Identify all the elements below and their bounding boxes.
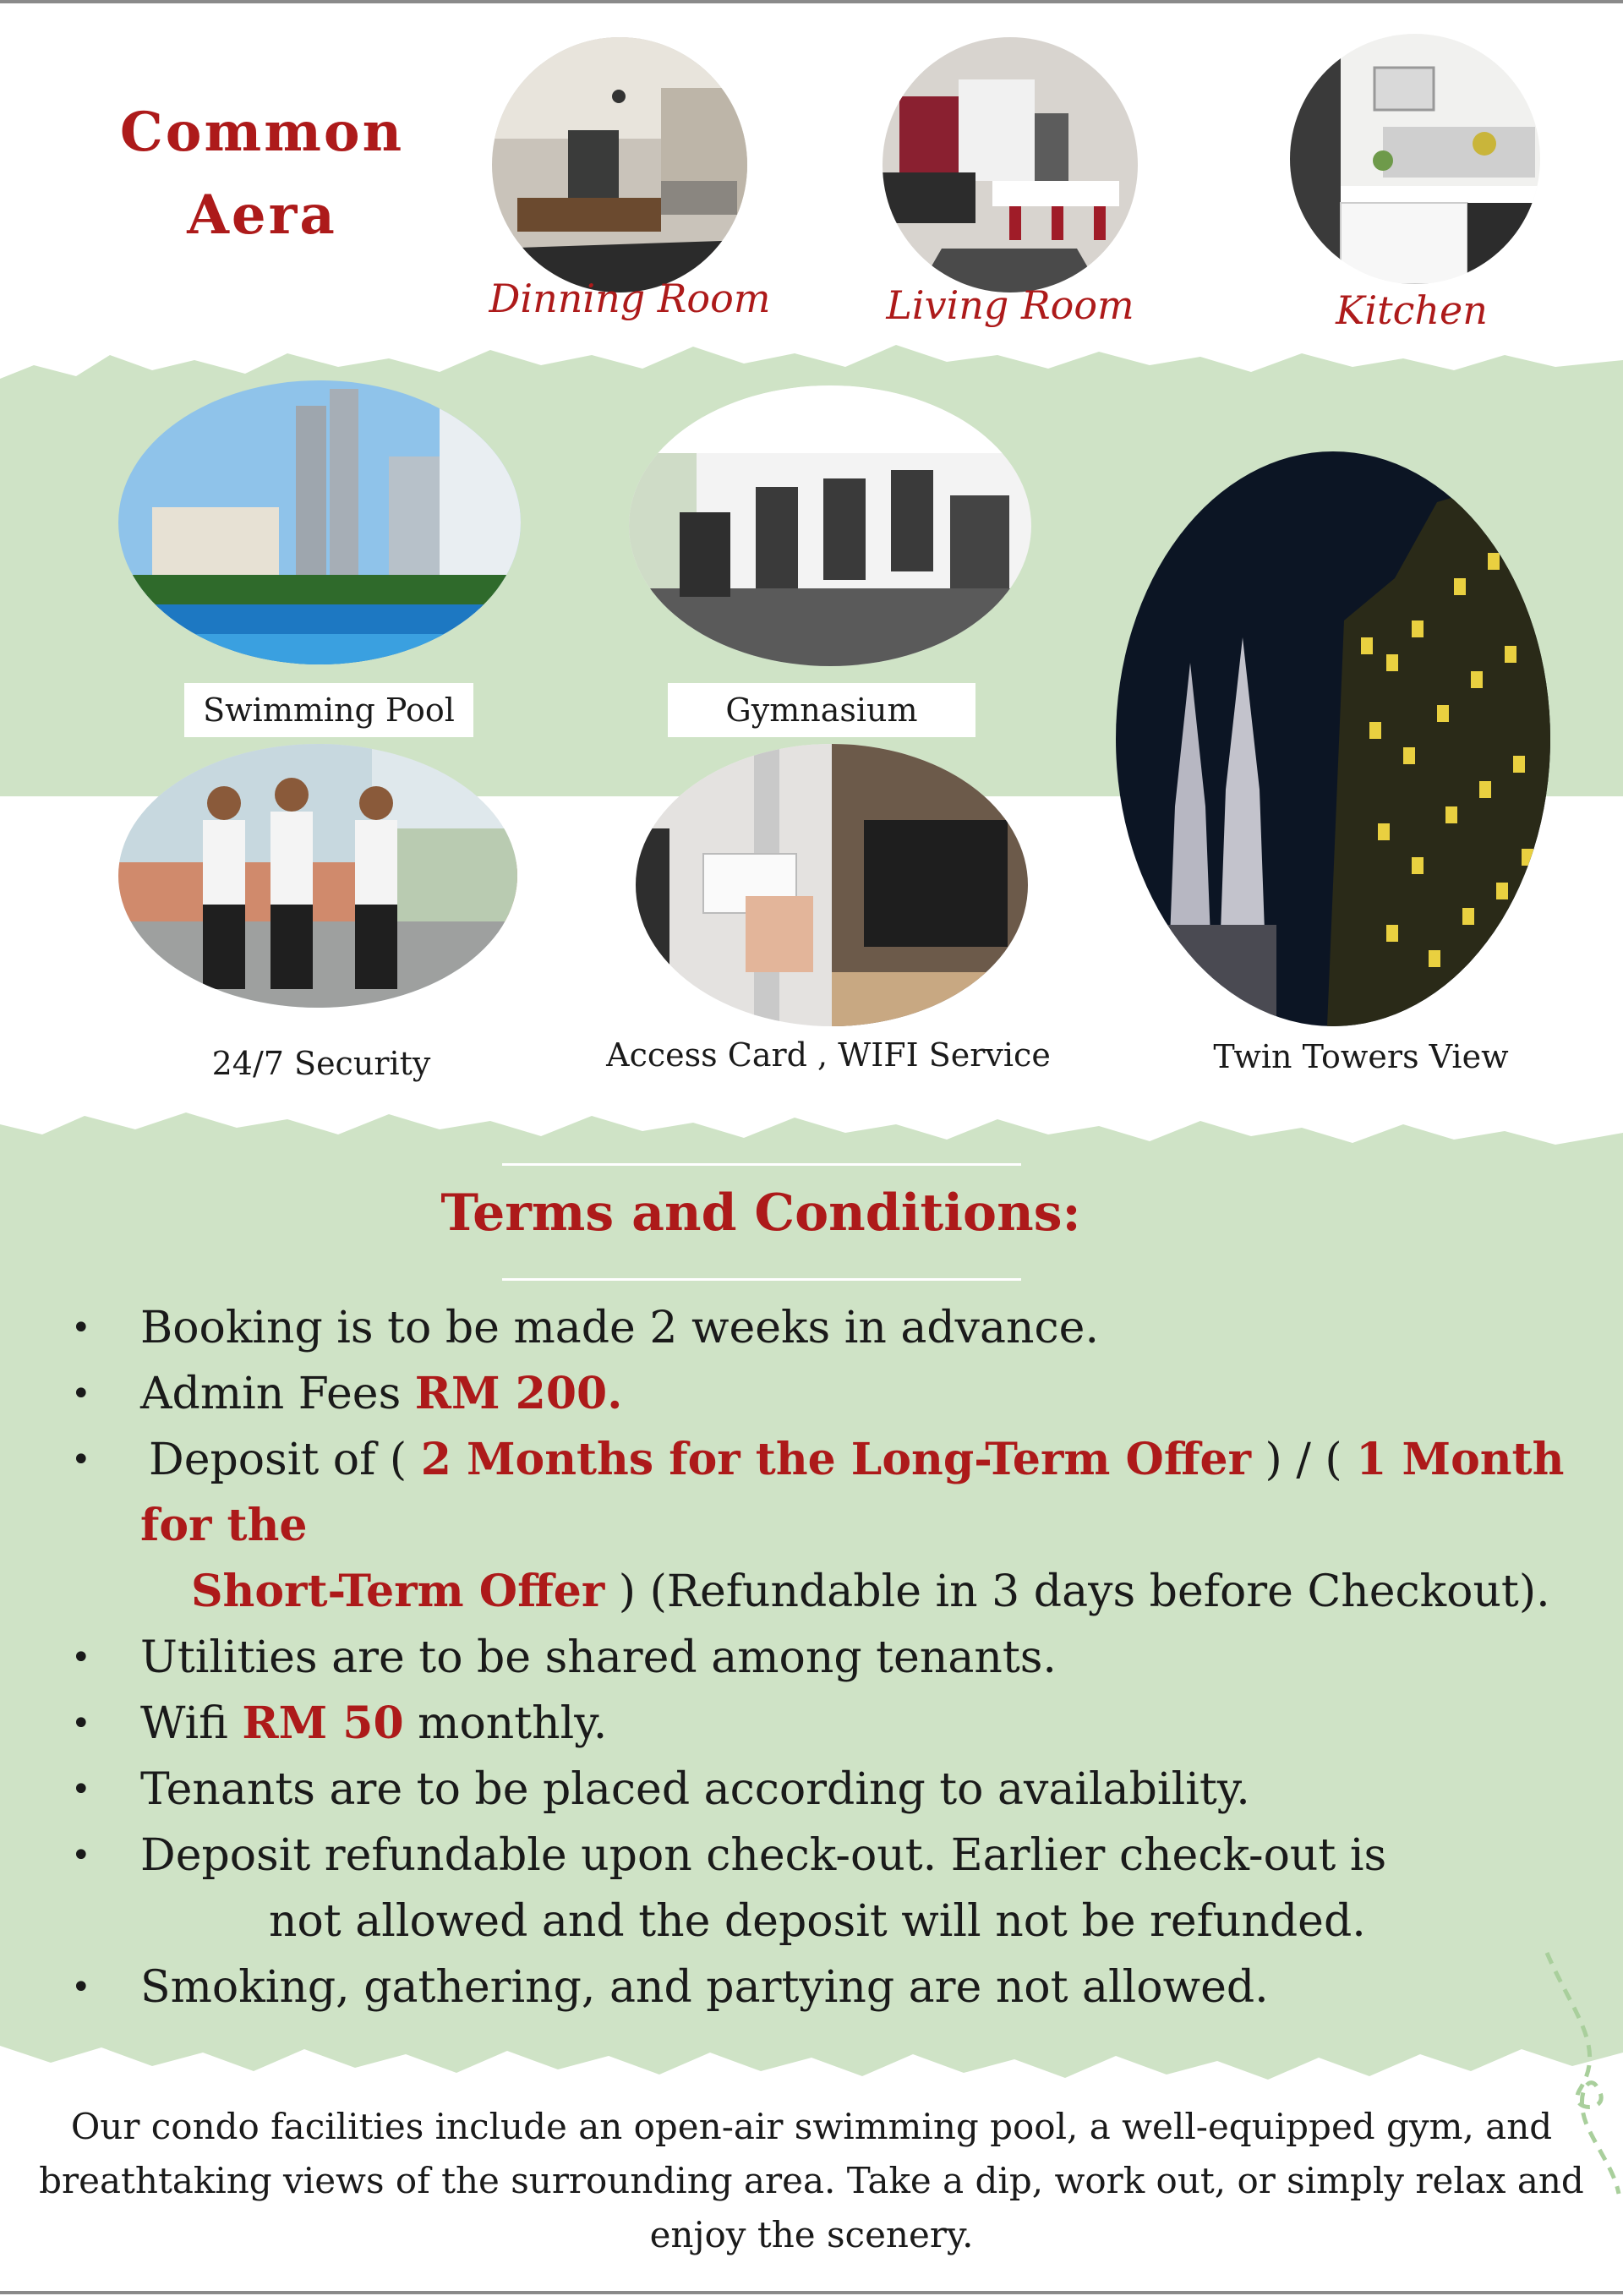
term-item: [68, 1954, 1581, 2020]
term-deposit-long-term: 2 Months for the Long-Term Offer: [420, 1434, 1251, 1485]
top-border: [0, 0, 1623, 3]
footer-line-2: breathtaking views of the surrounding area. Take a dip, work out, or simply relax and: [39, 2160, 1584, 2201]
term-smoking: Smoking, gathering, and partying are not allowed.: [140, 1962, 1269, 2013]
swimming-pool-photo: [118, 380, 521, 664]
living-room-photo: [883, 37, 1138, 292]
bullet: •: [71, 1836, 91, 1875]
term-item: [68, 1757, 1581, 1823]
term-admin-fees-label: Admin Fees: [140, 1369, 415, 1419]
bullet: •: [71, 1704, 91, 1743]
torn-edge-top-2: [0, 1091, 1623, 1175]
common-area-title-line1: Common: [119, 101, 405, 164]
footer-description: [0, 2100, 1623, 2262]
term-utilities: Utilities are to be shared among tenants.: [140, 1632, 1057, 1683]
security-photo: [118, 744, 517, 1008]
term-item: [68, 1691, 1581, 1757]
term-deposit-prefix: Deposit of (: [149, 1435, 421, 1485]
torn-edge-bottom-2: [0, 2012, 1623, 2105]
common-area-title-line2: Aera: [187, 183, 337, 247]
term-wifi-amount: RM 50: [242, 1697, 404, 1749]
title-rule-bottom: [502, 1278, 1021, 1281]
terms-title: Terms and Conditions:: [440, 1184, 1081, 1243]
term-deposit-short-term-b: Short-Term Offer: [191, 1566, 605, 1617]
term-deposit-short-term-a: 1 Month for the: [140, 1434, 1565, 1551]
terms-list: [68, 1295, 1581, 2020]
bullet: •: [71, 1968, 91, 2007]
security-label: 24/7 Security: [211, 1045, 431, 1082]
term-deposit-line2: [140, 1559, 1581, 1625]
footer-line-3: enjoy the scenery.: [649, 2214, 974, 2255]
swimming-pool-label: Swimming Pool: [184, 683, 473, 737]
term-item: [68, 1361, 1581, 1427]
term-wifi-period: monthly.: [403, 1698, 608, 1749]
twin-towers-label: Twin Towers View: [1213, 1038, 1509, 1075]
bottom-border: [0, 2291, 1623, 2294]
bullet: •: [71, 1375, 91, 1413]
common-area-title: [101, 91, 423, 257]
dining-room-label: Dinning Room: [489, 276, 771, 321]
twin-towers-photo: [1116, 451, 1550, 1026]
access-card-wifi-label: Access Card , WIFI Service: [606, 1036, 1051, 1074]
title-rule-top: [502, 1163, 1021, 1166]
term-item: [68, 1625, 1581, 1691]
term-admin-fees-amount: RM 200.: [414, 1368, 623, 1419]
bullet: •: [71, 1770, 91, 1809]
kitchen-photo: [1290, 34, 1540, 284]
term-deposit-separator: ) / (: [1251, 1435, 1357, 1485]
bullet: •: [71, 1440, 91, 1479]
access-card-wifi-photo: [636, 744, 1028, 1026]
term-wifi-label: Wifi: [140, 1698, 243, 1749]
footer-line-1: Our condo facilities include an open-air swimming pool, a well-equipped gym, and: [70, 2106, 1553, 2147]
term-item: [68, 1427, 1581, 1625]
term-deposit-refund-line2: not allowed and the deposit will not be refunded.: [269, 1896, 1366, 1947]
bullet: •: [71, 1638, 91, 1677]
term-item: [68, 1295, 1581, 1361]
kitchen-label: Kitchen: [1336, 287, 1488, 333]
term-tenants: Tenants are to be placed according to availability.: [140, 1764, 1250, 1815]
living-room-label: Living Room: [886, 282, 1134, 328]
term-item: [68, 1823, 1581, 1954]
term-deposit-refundable: ) (Refundable in 3 days before Checkout).: [604, 1566, 1550, 1617]
term-deposit-refund-line1: Deposit refundable upon check-out. Earlier check-out is: [140, 1830, 1387, 1881]
dining-room-photo: [492, 37, 747, 292]
bullet: •: [71, 1309, 91, 1348]
term-booking: Booking is to be made 2 weeks in advance.: [140, 1303, 1099, 1353]
gymnasium-photo: [629, 385, 1031, 666]
gymnasium-label: Gymnasium: [668, 683, 975, 737]
